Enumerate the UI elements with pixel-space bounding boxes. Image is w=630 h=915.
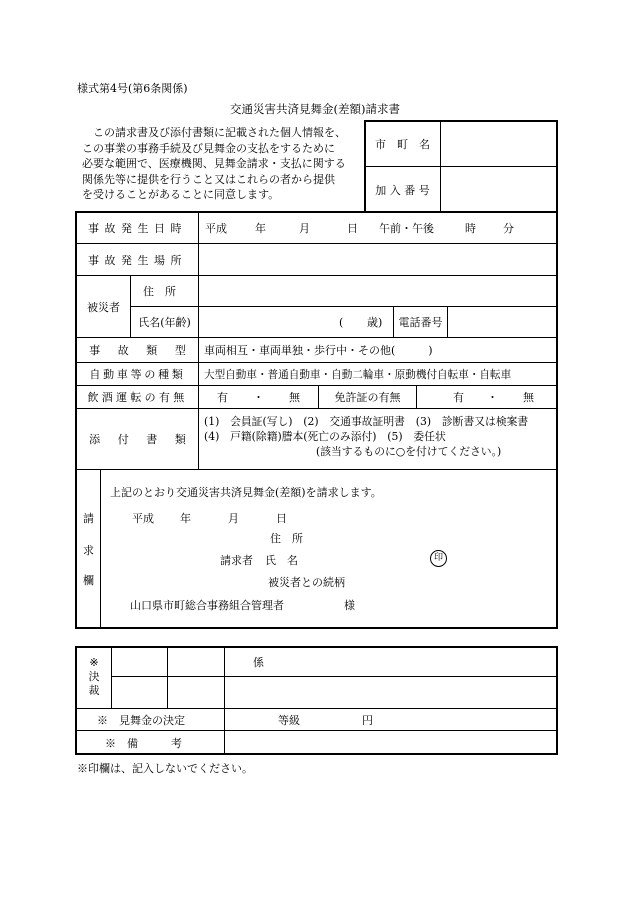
victim-name-field[interactable] [199, 307, 393, 337]
consent-line: を受けることがあることに同意します。 [82, 188, 280, 202]
accident-type-options[interactable]: 車両相互・車両単独・歩行中・その他( ) [204, 344, 433, 357]
victim-label: 被災者 [87, 300, 120, 314]
ampm-option[interactable]: 午前・午後 [379, 221, 434, 235]
claimant-name-label: 氏 名 [265, 554, 298, 567]
seal-mark: 印 [430, 550, 447, 567]
attachments-label: 添付書類 [89, 433, 204, 446]
request-month: 月 [228, 512, 239, 525]
divider [76, 469, 557, 470]
request-day: 日 [276, 512, 287, 525]
request-label [77, 470, 100, 628]
consent-text [82, 125, 346, 203]
license-options[interactable] [417, 386, 557, 408]
request-label-char: 請 [83, 512, 94, 525]
accident-place-label: 事故発生場所 [88, 253, 187, 267]
consent-line: この請求書及び添付書類に記載された個人情報を、 [93, 126, 346, 139]
attachments-line[interactable]: (1) 会員証(写し) (2) 交通事故証明書 (3) 診断書又は検案書 [204, 415, 529, 428]
request-era: 平成 [132, 512, 154, 525]
addressee: 山口県市町総合事務組合管理者 [130, 599, 284, 612]
attachments-note: (該当するものに○を付けてください。) [316, 445, 502, 458]
decision-label-char: ※ [89, 656, 99, 669]
phone-label: 電話番号 [398, 316, 443, 329]
request-label-char: 求 [83, 544, 94, 557]
decision-label-char: 決 [88, 670, 100, 683]
municipality-label: 市 町 名 [375, 137, 430, 151]
drunk-driving-label: 飲酒運転の有無 [87, 391, 188, 404]
separator: ・ [253, 391, 264, 404]
drunk-no-option[interactable]: 無 [289, 391, 300, 404]
minute-label: 分 [503, 221, 514, 235]
victim-address-label: 住 所 [143, 285, 176, 298]
decision-label-char: 裁 [88, 684, 100, 697]
divider [112, 676, 557, 677]
victim-name-label: 氏名(年齢) [138, 316, 191, 329]
accident-datetime-field[interactable] [199, 212, 557, 243]
claimant-address-label: 住 所 [270, 532, 303, 545]
remarks-label: ※ 備 考 [105, 736, 182, 750]
member-number-label: 加 入 番 号 [375, 183, 430, 197]
vehicle-type-label: 自動車等の種類 [89, 368, 186, 381]
license-label: 免許証の有無 [334, 391, 401, 404]
phone-field[interactable] [448, 307, 557, 337]
accident-type-label: 事故類型 [89, 344, 204, 357]
divider [224, 647, 225, 754]
era-label: 平成 [205, 221, 227, 235]
form-title: 交通災害共済見舞金(差額)請求書 [230, 102, 400, 116]
request-statement: 上記のとおり交通災害共済見舞金(差額)を請求します。 [110, 486, 382, 499]
accident-datetime-label: 事故発生日時 [88, 221, 187, 235]
decision-label [77, 656, 111, 698]
age-unit: 歳) [367, 316, 383, 329]
divider [100, 470, 101, 628]
drunk-yes-option[interactable]: 有 [217, 391, 228, 404]
vehicle-type-options[interactable]: 大型自動車・普通自動車・自動二輪車・原動機付自転車・自転車 [204, 368, 512, 381]
approval-cell [168, 647, 224, 676]
request-year: 年 [180, 512, 191, 525]
month-label: 月 [299, 221, 310, 235]
request-label-char: 欄 [83, 574, 94, 587]
attachments-list[interactable] [204, 414, 528, 459]
honorific: 様 [344, 599, 355, 612]
day-label: 日 [347, 221, 358, 235]
hour-label: 時 [465, 221, 476, 235]
relation-label: 被災者との続柄 [268, 576, 345, 589]
footer-note: ※印欄は、記入しないでください。 [77, 762, 253, 775]
drunk-driving-options[interactable] [199, 386, 318, 408]
member-number-field[interactable] [441, 167, 557, 212]
yen-label: 円 [362, 713, 373, 727]
accident-place-field[interactable] [199, 244, 557, 275]
attachments-line[interactable]: (4) 戸籍(除籍)謄本(死亡のみ添付) (5) 委任状 [204, 430, 446, 443]
consent-line: この事業の事務手続及び見舞金の支払をするために [82, 141, 335, 155]
claimant-label: 請求者 [220, 554, 253, 567]
approval-cell [112, 647, 167, 676]
amount-decision-label: ※ 見舞金の決定 [97, 713, 185, 727]
consent-line: 必要な範囲で、医療機関、見舞金請求・支払に関する [82, 157, 346, 171]
staff-label: 係 [253, 655, 264, 669]
consent-line: 関係先等に提供を行うこと又はこれらの者から提供 [82, 172, 335, 186]
grade-label: 等級 [278, 713, 300, 727]
license-no-option[interactable]: 無 [523, 391, 534, 404]
separator: ・ [487, 391, 498, 404]
victim-address-field[interactable] [199, 276, 557, 306]
year-label: 年 [255, 221, 266, 235]
age-open: ( [339, 315, 344, 329]
form-number: 様式第4号(第6条関係) [77, 82, 188, 95]
municipality-field[interactable] [441, 121, 557, 166]
license-yes-option[interactable]: 有 [453, 391, 464, 404]
